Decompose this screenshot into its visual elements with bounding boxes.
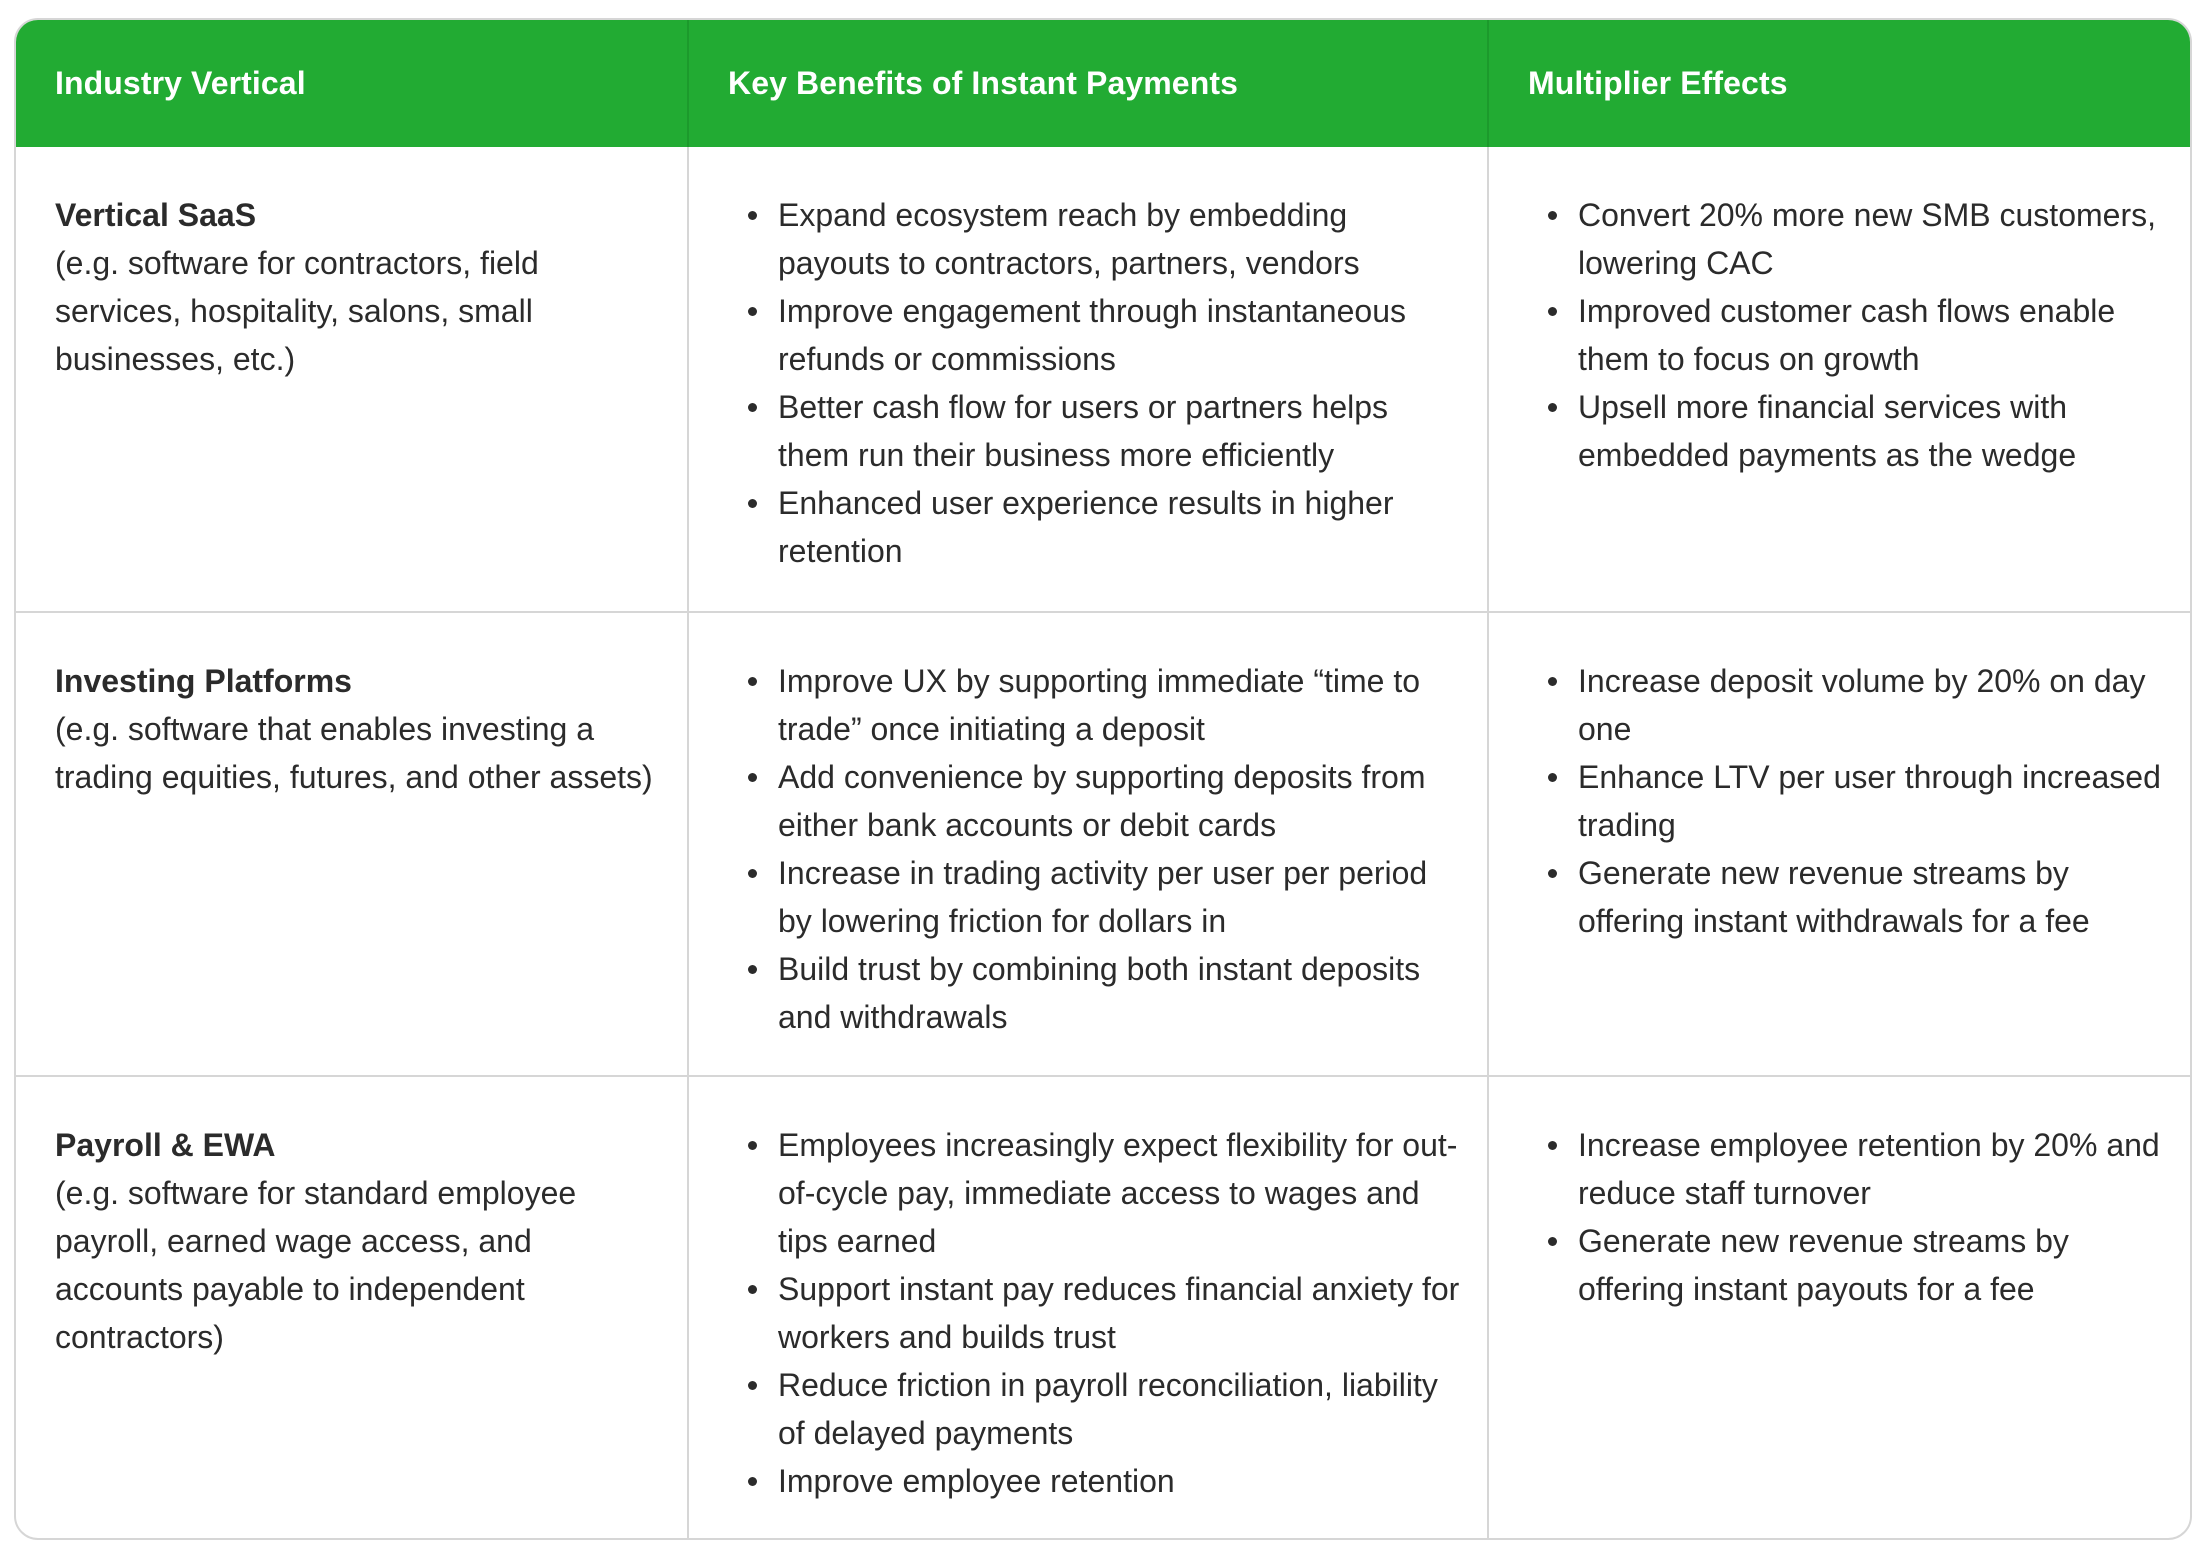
benefits-list — [689, 657, 1487, 1041]
multiplier-effects-cell — [1487, 147, 2190, 611]
benefit-item: Reduce friction in payroll reconciliation, liability of delayed payments — [689, 1361, 1463, 1457]
industry-vertical-cell — [16, 1077, 687, 1538]
vertical-title: Payroll & EWA — [55, 1127, 276, 1163]
effect-item: Generate new revenue streams by offering instant withdrawals for a fee — [1489, 849, 2166, 945]
vertical-title: Vertical SaaS — [55, 197, 257, 233]
key-benefits-cell — [687, 1077, 1487, 1538]
key-benefits-cell — [687, 613, 1487, 1075]
benefit-item: Better cash flow for users or partners helps them run their business more efficiently — [689, 383, 1463, 479]
vertical-description: (e.g. software for contractors, field services, hospitality, salons, small businesses, etc.) — [55, 245, 539, 377]
industry-vertical-cell — [16, 613, 687, 1075]
benefit-item: Build trust by combining both instant deposits and withdrawals — [689, 945, 1463, 1041]
table-row — [16, 1075, 2190, 1538]
benefit-item: Expand ecosystem reach by embedding payouts to contractors, partners, vendors — [689, 191, 1463, 287]
benefits-list — [689, 1121, 1487, 1505]
multiplier-effects-cell — [1487, 613, 2190, 1075]
effect-item: Upsell more financial services with embedded payments as the wedge — [1489, 383, 2166, 479]
effect-item: Increase deposit volume by 20% on day one — [1489, 657, 2166, 753]
effects-list — [1489, 657, 2190, 945]
industry-vertical-cell — [16, 147, 687, 611]
benefit-item: Improve UX by supporting immediate “time to trade” once initiating a deposit — [689, 657, 1463, 753]
effect-item: Improved customer cash flows enable them to focus on growth — [1489, 287, 2166, 383]
effect-item: Increase employee retention by 20% and reduce staff turnover — [1489, 1121, 2166, 1217]
effects-list — [1489, 1121, 2190, 1313]
comparison-table — [14, 18, 2192, 1540]
table-row — [16, 611, 2190, 1075]
benefit-item: Add convenience by supporting deposits from either bank accounts or debit cards — [689, 753, 1463, 849]
benefit-item: Improve employee retention — [689, 1457, 1463, 1505]
effects-list — [1489, 191, 2190, 479]
benefit-item: Increase in trading activity per user per period by lowering friction for dollars in — [689, 849, 1463, 945]
multiplier-effects-cell — [1487, 1077, 2190, 1538]
effect-item: Enhance LTV per user through increased trading — [1489, 753, 2166, 849]
benefit-item: Support instant pay reduces financial anxiety for workers and builds trust — [689, 1265, 1463, 1361]
vertical-description: (e.g. software for standard employee payroll, earned wage access, and accounts payable to independent contractors) — [55, 1175, 577, 1355]
vertical-title: Investing Platforms — [55, 663, 352, 699]
benefit-item: Enhanced user experience results in higher retention — [689, 479, 1463, 575]
vertical-description: (e.g. software that enables investing a trading equities, futures, and other assets) — [55, 711, 653, 795]
effect-item: Convert 20% more new SMB customers, lowering CAC — [1489, 191, 2166, 287]
header-multiplier-effects: Multiplier Effects — [1487, 20, 2190, 147]
effect-item: Generate new revenue streams by offering instant payouts for a fee — [1489, 1217, 2166, 1313]
table-header-row — [16, 20, 2190, 147]
key-benefits-cell — [687, 147, 1487, 611]
benefit-item: Improve engagement through instantaneous refunds or commissions — [689, 287, 1463, 383]
header-industry-vertical: Industry Vertical — [55, 65, 306, 101]
benefit-item: Employees increasingly expect flexibility for out-of-cycle pay, immediate access to wages and tips earned — [689, 1121, 1463, 1265]
header-key-benefits: Key Benefits of Instant Payments — [687, 20, 1487, 147]
table-row — [16, 147, 2190, 611]
benefits-list — [689, 191, 1487, 575]
